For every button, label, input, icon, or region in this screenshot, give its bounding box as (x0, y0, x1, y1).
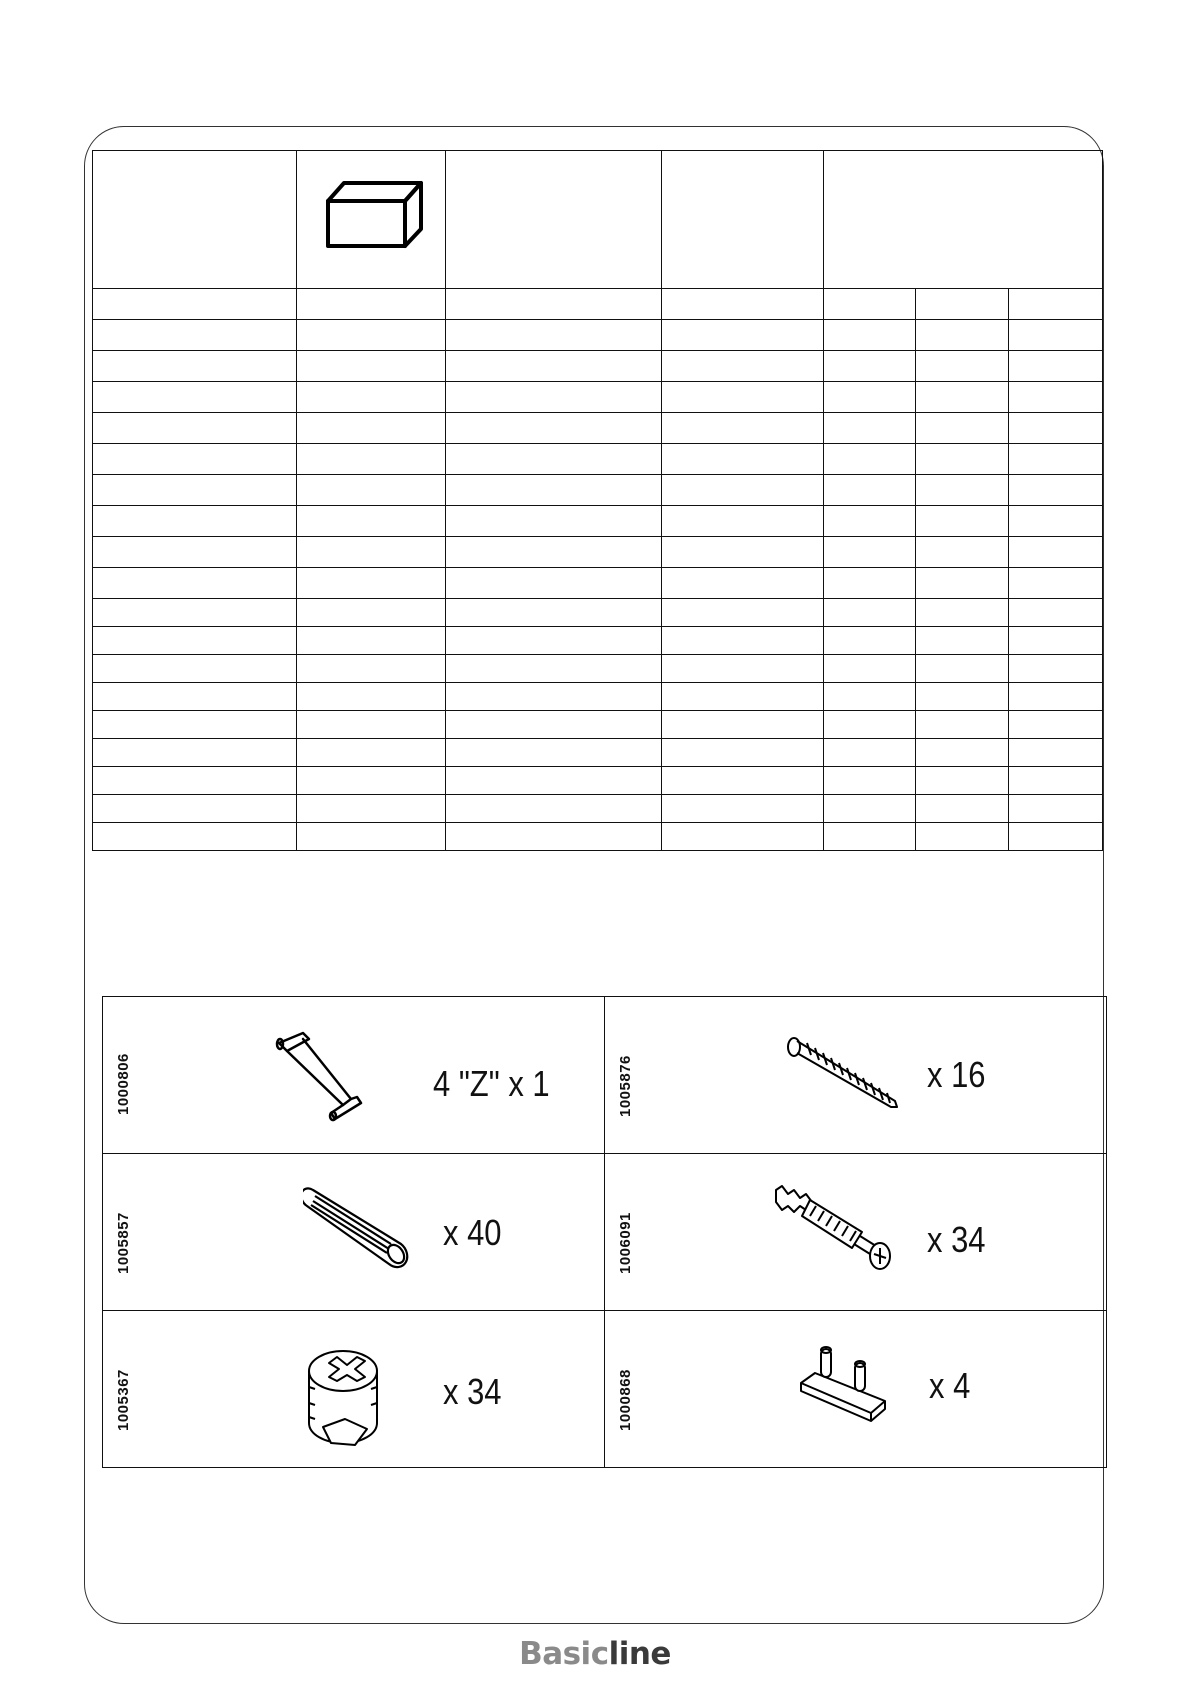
part-code: 1006091 (617, 1212, 634, 1274)
hardware-cell (103, 997, 605, 1154)
cam-bolt-icon (770, 1184, 900, 1284)
header-cell-quantity (662, 151, 824, 289)
table-row (93, 823, 1103, 851)
part-code: 1000806 (115, 1053, 132, 1115)
panel-box-icon (325, 179, 425, 249)
parts-list-table (92, 150, 1103, 851)
header-cell-panel (297, 151, 446, 289)
quantity-label: x 40 (443, 1212, 502, 1253)
shelf-support-icon (797, 1345, 897, 1425)
quantity-label: x 34 (443, 1371, 502, 1412)
table-row (93, 537, 1103, 568)
table-subheader-row (93, 289, 1103, 320)
quantity-label: x 16 (927, 1054, 986, 1095)
part-code: 1005857 (115, 1212, 132, 1274)
quantity-label: 4 "Z" x 1 (433, 1063, 550, 1104)
brand-logo-part1: Basic (519, 1636, 609, 1672)
brand-logo-part2: line (608, 1636, 671, 1672)
brand-logo (0, 1636, 1190, 1672)
table-row (93, 320, 1103, 351)
part-code: 1005367 (115, 1369, 132, 1431)
hardware-table (102, 996, 1107, 1468)
table-row (93, 382, 1103, 413)
table-row (93, 413, 1103, 444)
table-row (93, 568, 1103, 599)
header-cell-dimensions (824, 151, 1103, 289)
table-row (93, 767, 1103, 795)
quantity-label: x 34 (927, 1219, 986, 1260)
table-row (93, 444, 1103, 475)
table-row (93, 506, 1103, 537)
quantity-label: x 4 (929, 1365, 971, 1406)
allen-key-icon (273, 1029, 383, 1129)
table-row (93, 795, 1103, 823)
hardware-cell (103, 1154, 605, 1311)
part-code: 1005876 (617, 1055, 634, 1117)
screw-icon (785, 1037, 905, 1117)
table-row (93, 627, 1103, 655)
hardware-cell (103, 1311, 605, 1468)
table-row (93, 739, 1103, 767)
table-row (93, 683, 1103, 711)
table-row (93, 599, 1103, 627)
table-row (93, 711, 1103, 739)
cam-lock-icon (299, 1347, 389, 1457)
hardware-cell (605, 997, 1107, 1154)
hardware-cell (605, 1311, 1107, 1468)
hardware-cell (605, 1154, 1107, 1311)
part-code: 1000868 (617, 1369, 634, 1431)
table-row (93, 351, 1103, 382)
header-cell-part (93, 151, 297, 289)
table-row (93, 655, 1103, 683)
table-row (93, 475, 1103, 506)
wooden-dowel-icon (303, 1186, 413, 1276)
header-cell-description (446, 151, 662, 289)
